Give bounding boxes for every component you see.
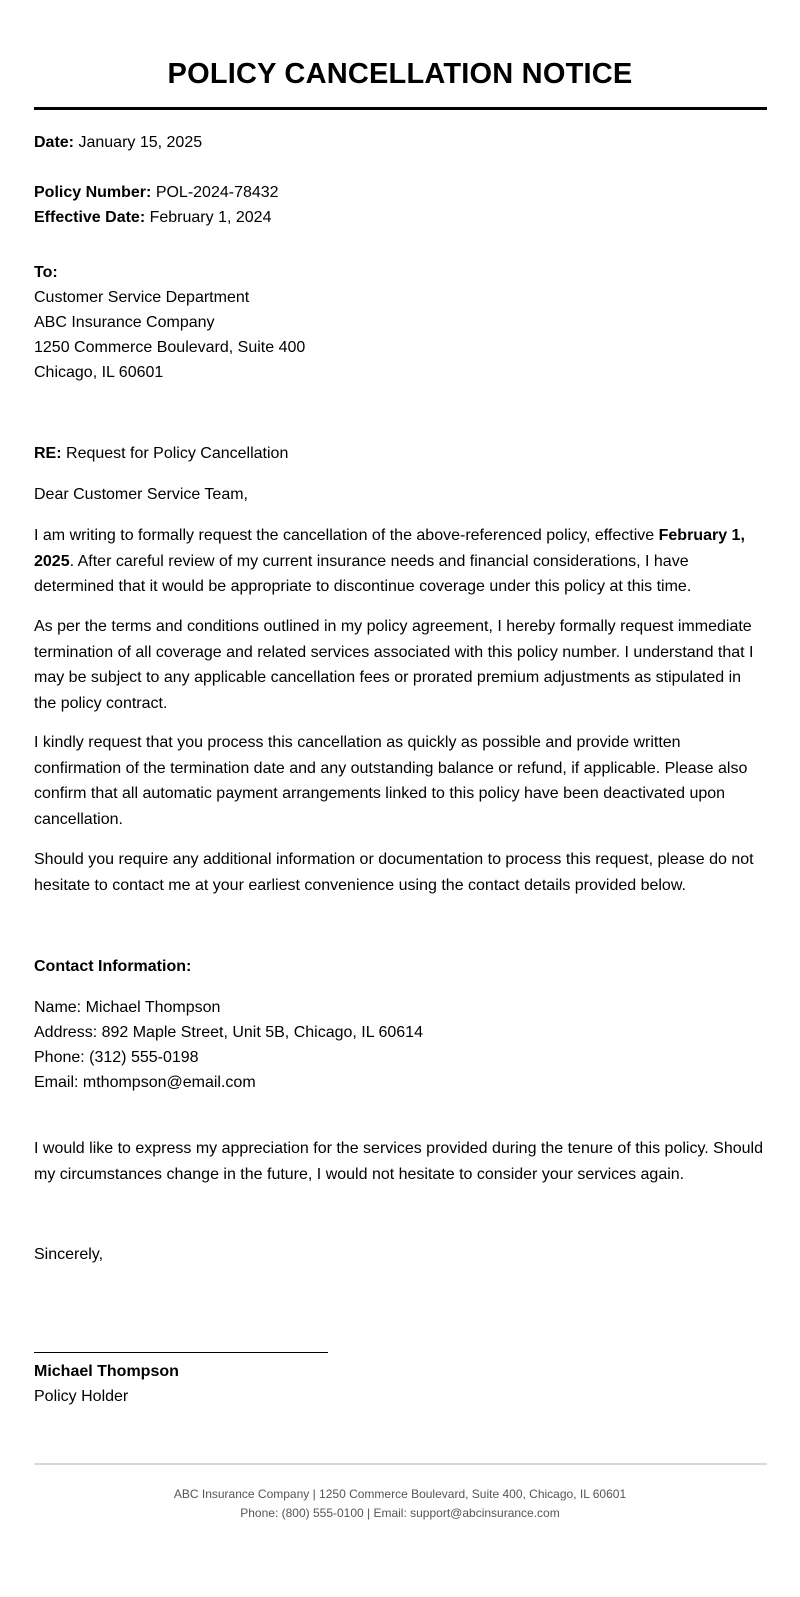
effective-date-line	[34, 205, 767, 231]
contact-email: Email: mthompson@email.com	[34, 1074, 256, 1091]
contact-phone: Phone: (312) 555-0198	[34, 1049, 199, 1066]
effective-date-value: February 1, 2024	[149, 209, 272, 226]
closing-paragraph: I would like to express my appreciation for the services provided during the tenure of this policy. Should my circumstances change in the future, I would not hesitate to consider your services again.	[34, 1140, 763, 1183]
title-divider	[34, 107, 767, 110]
footer-line-2: Phone: (800) 555-0100 | Email: support@abcinsurance.com	[240, 1506, 560, 1520]
p1-text-rest: . After careful review of my current insurance needs and financial considerations, I have determined that it would be appropriate to discontinue coverage under this policy at this time.	[34, 552, 692, 596]
page-title: POLICY CANCELLATION NOTICE	[167, 58, 633, 90]
re-value: Request for Policy Cancellation	[66, 445, 289, 462]
policy-number-value: POL-2024-78432	[155, 184, 279, 201]
policy-number-label: Policy Number:	[34, 184, 152, 201]
effective-date-label: Effective Date:	[34, 209, 146, 226]
contact-name: Name: Michael Thompson	[34, 999, 221, 1016]
body-paragraph-2: As per the terms and conditions outlined in my policy agreement, I hereby formally request immediate termination of all coverage and related services associated with this policy number. I understand that I may be subject to any applicable cancellation fees or prorated premium adjustments as stipulated in the policy contract.	[34, 618, 754, 712]
signer-role: Policy Holder	[34, 1388, 129, 1405]
date-line	[34, 130, 767, 156]
body-paragraph-3: I kindly request that you process this cancellation as quickly as possible and provide written confirmation of the termination date and any outstanding balance or refund, if applicable. Please also confirm that all automatic payment arrangements linked to this policy have been deactivated upon cancellation.	[34, 734, 748, 828]
policy-number-line	[34, 180, 767, 206]
p1-bold-date: February 1, 2025	[34, 527, 745, 570]
signoff: Sincerely,	[34, 1246, 104, 1263]
salutation: Dear Customer Service Team,	[34, 486, 248, 503]
re-label: RE:	[34, 445, 62, 462]
footer-line-1: ABC Insurance Company | 1250 Commerce Boulevard, Suite 400, Chicago, IL 60601	[173, 1487, 627, 1501]
date-label: Date:	[34, 134, 75, 151]
body-paragraph-1	[34, 523, 767, 600]
signature-line	[34, 1352, 328, 1353]
recipient-line: ABC Insurance Company	[34, 314, 215, 331]
re-line	[34, 441, 767, 467]
recipient-label: To:	[34, 264, 58, 281]
signer-name: Michael Thompson	[34, 1363, 179, 1380]
p1-text: I am writing to formally request the cancellation of the above-referenced policy, effective	[34, 527, 659, 544]
body-paragraph-4: Should you require any additional information or documentation to process this request, please do not hesitate to contact me at your earliest convenience using the contact details provided below.	[34, 851, 754, 894]
recipient-line: Chicago, IL 60601	[34, 364, 164, 381]
contact-address: Address: 892 Maple Street, Unit 5B, Chicago, IL 60614	[34, 1024, 423, 1041]
recipient-line: Customer Service Department	[34, 289, 250, 306]
footer-divider	[34, 1463, 767, 1465]
date-value: January 15, 2025	[78, 134, 203, 151]
recipient-line: 1250 Commerce Boulevard, Suite 400	[34, 339, 306, 356]
contact-heading: Contact Information:	[34, 958, 192, 975]
